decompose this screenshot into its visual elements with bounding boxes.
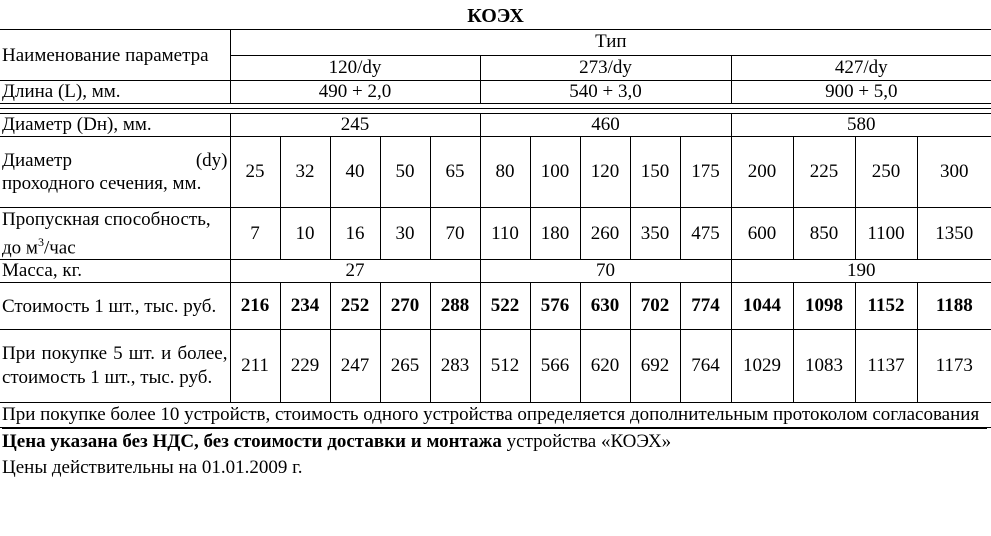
cost-value: 234 <box>280 283 330 330</box>
bulk-cost-value: 247 <box>330 330 380 403</box>
capacity-value: 350 <box>630 208 680 260</box>
bore-value: 225 <box>793 137 855 208</box>
diameter-row <box>0 114 991 137</box>
header-row-1 <box>0 30 991 56</box>
bulk-cost-value: 1029 <box>731 330 793 403</box>
capacity-value: 1100 <box>855 208 917 260</box>
bulk-cost-value: 1137 <box>855 330 917 403</box>
capacity-value: 110 <box>480 208 530 260</box>
bulk-cost-value: 566 <box>530 330 580 403</box>
cost-value: 774 <box>680 283 731 330</box>
type-427: 427/dy <box>731 55 991 81</box>
vat-note-bold: Цена указана без НДС, без стоимости доставки и монтажа <box>2 431 502 452</box>
bore-value: 50 <box>380 137 430 208</box>
bulk-cost-value: 512 <box>480 330 530 403</box>
capacity-value: 1350 <box>917 208 991 260</box>
capacity-label-end: /час <box>43 237 76 259</box>
capacity-unit-sup: 3 <box>37 235 44 249</box>
bulk-cost-value: 1083 <box>793 330 855 403</box>
cost-label: Стоимость 1 шт., тыс. руб. <box>0 283 230 330</box>
capacity-value: 7 <box>230 208 280 260</box>
bore-value: 175 <box>680 137 731 208</box>
cost-value: 576 <box>530 283 580 330</box>
diameter-value: 580 <box>731 114 991 137</box>
capacity-value: 70 <box>430 208 480 260</box>
cost-value: 252 <box>330 283 380 330</box>
cost-value: 630 <box>580 283 630 330</box>
cost-value: 1188 <box>917 283 991 330</box>
bore-label-part: Диаметр <box>2 150 73 171</box>
bulk-cost-value: 692 <box>630 330 680 403</box>
price-table <box>0 29 991 428</box>
bore-value: 250 <box>855 137 917 208</box>
vat-note-normal: устройства «КОЭХ» <box>501 431 672 452</box>
cost-value: 288 <box>430 283 480 330</box>
capacity-label-text: Пропускная способность, до м <box>2 209 211 259</box>
bulk-cost-value: 764 <box>680 330 731 403</box>
cost-row <box>0 283 991 330</box>
type-273: 273/dy <box>480 55 731 81</box>
bore-value: 25 <box>230 137 280 208</box>
bore-value: 100 <box>530 137 580 208</box>
bore-value: 120 <box>580 137 630 208</box>
cost-value: 522 <box>480 283 530 330</box>
capacity-value: 30 <box>380 208 430 260</box>
mass-label: Масса, кг. <box>0 260 230 283</box>
capacity-value: 16 <box>330 208 380 260</box>
bulk-cost-row <box>0 330 991 403</box>
capacity-row <box>0 208 991 260</box>
diameter-label: Диаметр (Dн), мм. <box>0 114 230 137</box>
param-label: Наименование параметра <box>0 30 230 81</box>
cost-value: 1044 <box>731 283 793 330</box>
diameter-value: 460 <box>480 114 731 137</box>
type-120: 120/dy <box>230 55 480 81</box>
length-label: Длина (L), мм. <box>0 81 230 104</box>
capacity-value: 475 <box>680 208 731 260</box>
type-label: Тип <box>230 30 991 56</box>
footer <box>2 428 987 481</box>
mass-value: 190 <box>731 260 991 283</box>
cost-value: 270 <box>380 283 430 330</box>
bulk-cost-label: При покупке 5 шт. и более, стоимость 1 шт., тыс. руб. <box>0 330 230 403</box>
bore-label-part: проходного сечения, мм. <box>2 173 202 194</box>
bore-label-symbol: (dу) <box>195 150 228 171</box>
cost-value: 702 <box>630 283 680 330</box>
capacity-value: 180 <box>530 208 580 260</box>
length-427: 900 + 5,0 <box>731 81 991 104</box>
capacity-label <box>0 208 230 260</box>
vat-note <box>2 429 987 455</box>
bore-row <box>0 137 991 208</box>
capacity-value: 600 <box>731 208 793 260</box>
capacity-value: 10 <box>280 208 330 260</box>
bore-value: 32 <box>280 137 330 208</box>
bore-value: 300 <box>917 137 991 208</box>
mass-row <box>0 260 991 283</box>
bore-value: 150 <box>630 137 680 208</box>
length-273: 540 + 3,0 <box>480 81 731 104</box>
cost-value: 1152 <box>855 283 917 330</box>
note-row <box>0 403 991 428</box>
mass-value: 27 <box>230 260 480 283</box>
bore-value: 80 <box>480 137 530 208</box>
bulk-cost-value: 283 <box>430 330 480 403</box>
note-text: При покупке более 10 устройств, стоимость одного устройства определяется дополнительным протоколом согласования <box>0 403 991 428</box>
page-title: КОЭХ <box>467 5 524 27</box>
bore-value: 200 <box>731 137 793 208</box>
bore-label <box>0 137 230 208</box>
capacity-value: 850 <box>793 208 855 260</box>
cost-value: 216 <box>230 283 280 330</box>
mass-value: 70 <box>480 260 731 283</box>
bulk-cost-value: 211 <box>230 330 280 403</box>
bulk-cost-value: 265 <box>380 330 430 403</box>
length-row <box>0 81 991 104</box>
bulk-cost-value: 229 <box>280 330 330 403</box>
bore-value: 65 <box>430 137 480 208</box>
bore-value: 40 <box>330 137 380 208</box>
cost-value: 1098 <box>793 283 855 330</box>
length-120: 490 + 2,0 <box>230 81 480 104</box>
validity-note: Цены действительны на 01.01.2009 г. <box>2 457 303 478</box>
bulk-cost-value: 1173 <box>917 330 991 403</box>
bulk-cost-value: 620 <box>580 330 630 403</box>
capacity-value: 260 <box>580 208 630 260</box>
diameter-value: 245 <box>230 114 480 137</box>
